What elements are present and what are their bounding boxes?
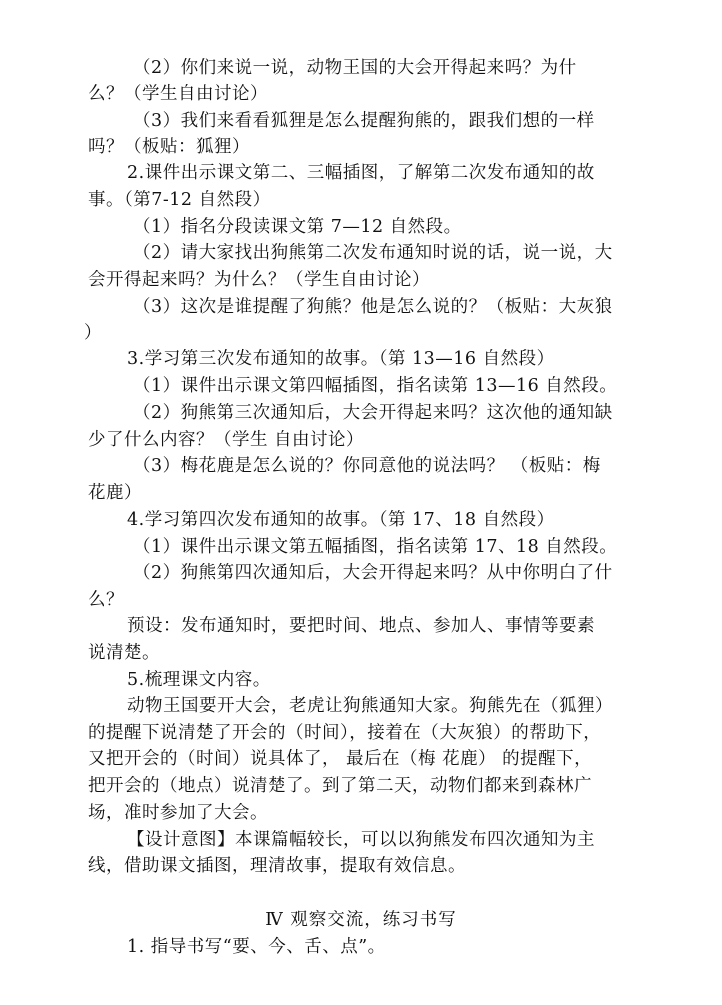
paragraph-line: 场，准时参加了大会。 [88,803,268,823]
paragraph-line: （1）指名分段读课文第 7—12 自然段。 [133,217,462,237]
paragraph-line: （1）课件出示课文第五幅插图，指名读第 17、18 自然段。 [133,537,618,557]
paragraph-line: 把开会的（地点）说清楚了。到了第二天，动物们都来到森林广 [88,776,592,796]
paragraph-line: （1）课件出示课文第四幅插图，指名读第 13—16 自然段。 [133,376,618,396]
paragraph-line: （3）我们来看看狐狸是怎么提醒狗熊的，跟我们想的一样 [133,111,595,131]
paragraph-line: （3）梅花鹿是怎么说的？你同意他的说法吗？ （板贴：梅 [133,456,601,476]
paragraph-line: 线，借助课文插图，理清故事，提取有效信息。 [88,856,466,876]
paragraph-line: 又把开会的（时间）说具体了， 最后在（梅 花鹿） 的提醒下， [88,749,593,769]
paragraph-line: 吗？（板贴：狐狸） [88,137,250,157]
paragraph-line: 么？ [88,590,124,610]
paragraph-line: 花鹿） [88,483,142,503]
paragraph-line: （2）狗熊第四次通知后，大会开得起来吗？从中你明白了什 [133,563,613,583]
paragraph-line: 说清楚。 [88,643,160,663]
paragraph-line: 动物王国要开大会，老虎让狗熊通知大家。狗熊先在（狐狸） [127,696,613,716]
paragraph-line: 2.课件出示课文第二、三幅插图，了解第二次发布通知的故 [127,163,595,183]
paragraph-line: 会开得起来吗？为什么？（学生自由讨论） [88,270,430,290]
paragraph-line: 事。（第7-12 自然段） [88,190,271,210]
paragraph-line: （2）狗熊第三次通知后，大会开得起来吗？这次他的通知缺 [133,403,613,423]
paragraph-line: 4.学习第四次发布通知的故事。（第 17、18 自然段） [127,510,555,530]
paragraph-line: 预设：发布通知时，要把时间、地点、参加人、事情等要素 [127,616,595,636]
paragraph-line: 么？（学生自由讨论） [88,84,268,104]
paragraph-line: ） [84,323,102,343]
paragraph-line: 【设计意图】本课篇幅较长，可以以狗熊发布四次通知为主 [127,830,595,850]
paragraph-line: 3.学习第三次发布通知的故事。（第 13—16 自然段） [127,349,555,369]
section-heading: Ⅳ 观察交流，练习书写 [265,910,457,930]
paragraph-line: （2）你们来说一说，动物王国的大会开得起来吗？为什 [133,58,577,78]
paragraph-line: （3）这次是谁提醒了狗熊？他是怎么说的？（板贴：大灰狼 [133,297,613,317]
paragraph-line: 的提醒下说清楚了开会的（时间），接着在（大灰狼）的帮助下， [88,723,602,743]
paragraph-line: 少了什么内容？（学生 自由讨论） [88,430,365,450]
paragraph-line: 5.梳理课文内容。 [127,670,271,690]
paragraph-line: （2）请大家找出狗熊第二次发布通知时说的话，说一说，大 [133,243,613,263]
paragraph-line: 1. 指导书写“要、今、舌、点”。 [127,937,386,957]
